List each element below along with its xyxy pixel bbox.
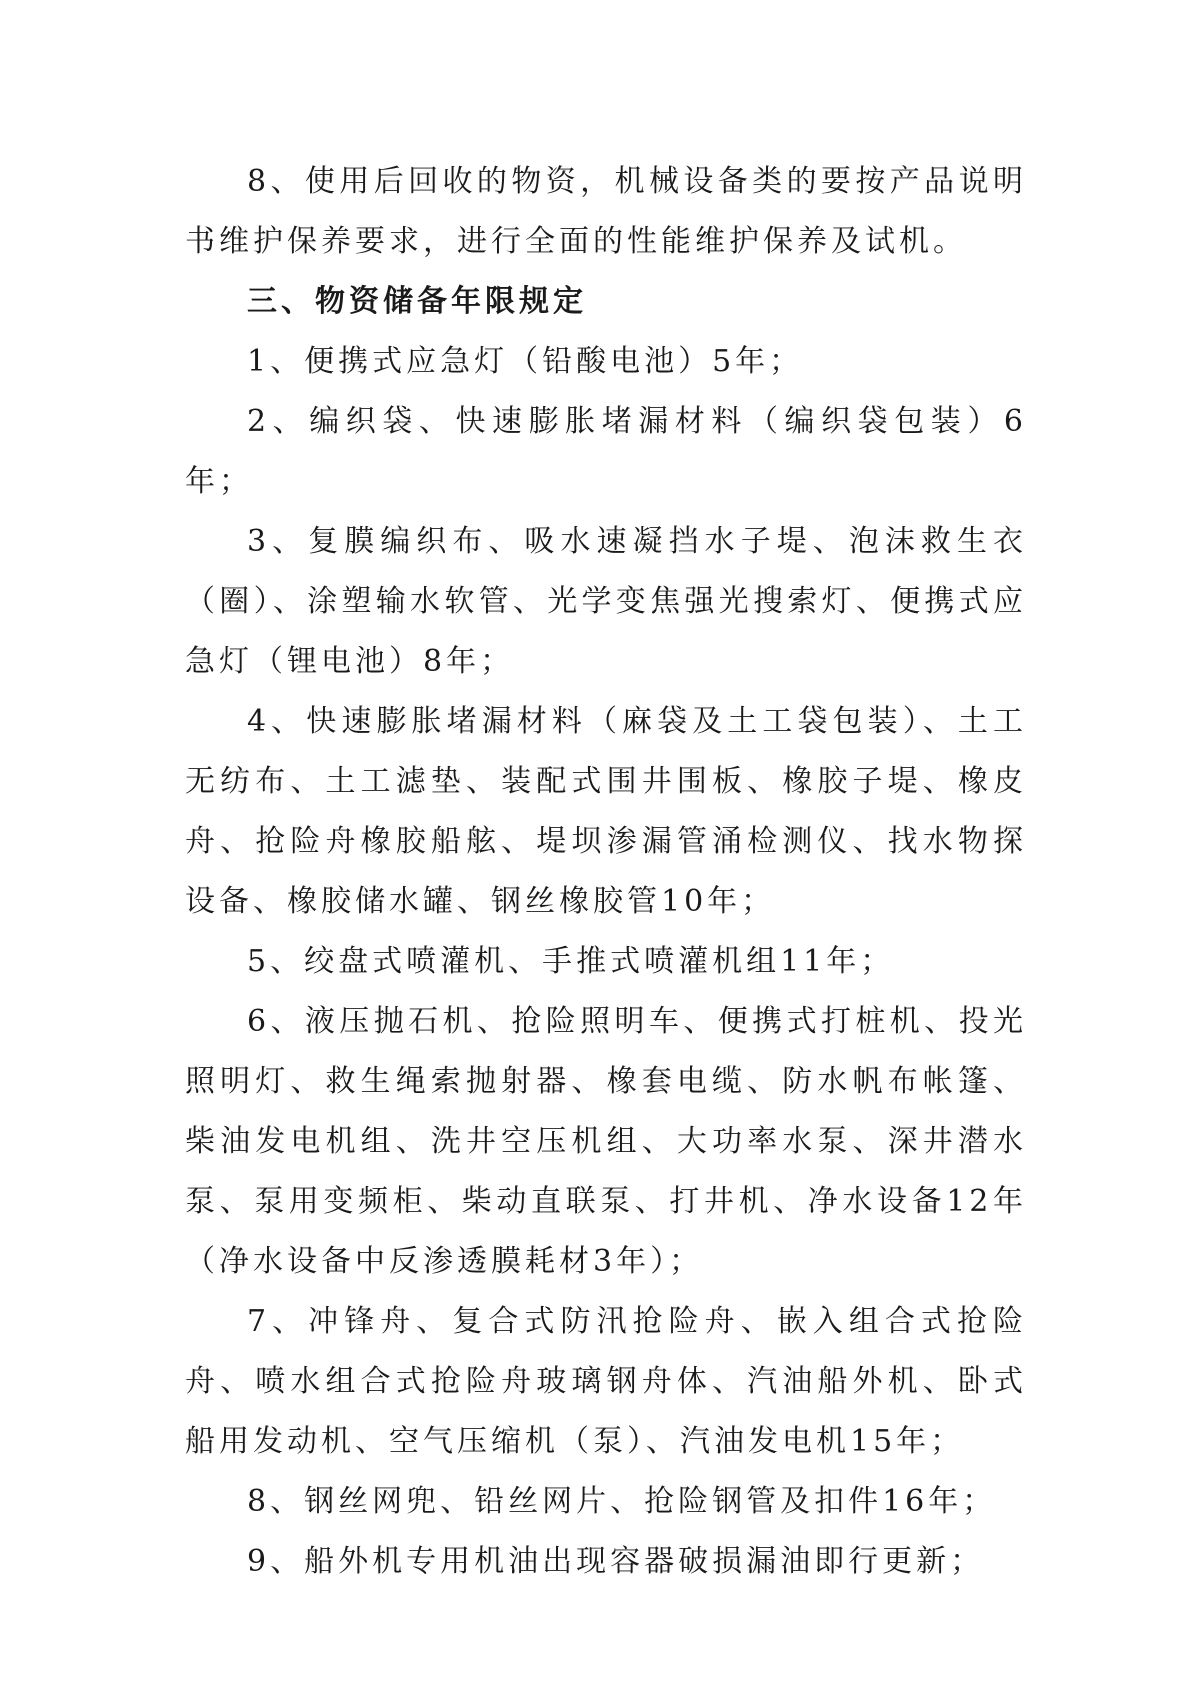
document-body bbox=[185, 152, 1027, 1592]
paragraph-item-8-recycling: 8、使用后回收的物资，机械设备类的要按产品说明书维护保养要求，进行全面的性能维护保养及试机。 bbox=[185, 164, 1027, 259]
paragraph-item-4: 4、快速膨胀堵漏材料（麻袋及土工袋包装）、土工无纺布、土工滤垫、装配式围井围板、橡胶子堤、橡皮舟、抢险舟橡胶船舷、堤坝渗漏管涌检测仪、找水物探设备、橡胶储水罐、钢丝橡胶管10年； bbox=[185, 704, 1027, 919]
paragraph-item-7: 7、冲锋舟、复合式防汛抢险舟、嵌入组合式抢险舟、喷水组合式抢险舟玻璃钢舟体、汽油船外机、卧式船用发动机、空气压缩机（泵）、汽油发电机15年； bbox=[185, 1304, 1027, 1459]
paragraph-item-5: 5、绞盘式喷灌机、手推式喷灌机组11年； bbox=[247, 944, 895, 979]
section-heading-storage-years: 三、物资储备年限规定 bbox=[247, 284, 587, 319]
paragraph-item-2: 2、编织袋、快速膨胀堵漏材料（编织袋包装）6年； bbox=[185, 404, 1027, 499]
paragraph-item-3: 3、复膜编织布、吸水速凝挡水子堤、泡沫救生衣（圈）、涂塑输水软管、光学变焦强光搜索灯、便携式应急灯（锂电池）8年； bbox=[185, 524, 1027, 679]
paragraph-item-9: 9、船外机专用机油出现容器破损漏油即行更新； bbox=[247, 1544, 985, 1579]
paragraph-item-6: 6、液压抛石机、抢险照明车、便携式打桩机、投光照明灯、救生绳索抛射器、橡套电缆、防水帆布帐篷、柴油发电机组、洗井空压机组、大功率水泵、深井潜水泵、泵用变频柜、柴动直联泵、打井机、净水设备12年（净水设备中反渗透膜耗材3年）； bbox=[185, 1004, 1027, 1279]
paragraph-item-1: 1、便携式应急灯（铅酸电池）5年； bbox=[247, 344, 804, 379]
paragraph-item-8: 8、钢丝网兜、铅丝网片、抢险钢管及扣件16年； bbox=[247, 1484, 997, 1519]
